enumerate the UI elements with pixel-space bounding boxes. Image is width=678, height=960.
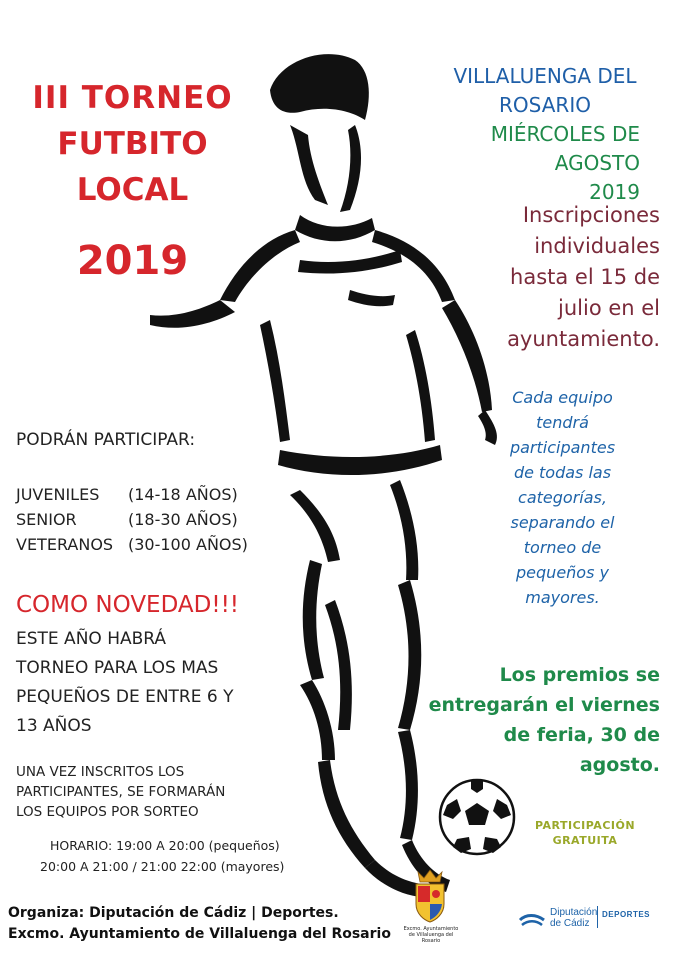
categories-table	[16, 482, 248, 557]
horario-line-1: HORARIO: 19:00 A 20:00 (pequeños)	[50, 838, 280, 853]
gratuita-line-2: GRATUITA	[552, 834, 618, 847]
category-row	[16, 507, 248, 532]
title-line-1: III TORNEO	[32, 80, 233, 116]
novedad-line: 13 AÑOS	[16, 716, 92, 736]
inscripciones-block	[495, 200, 660, 355]
cada-equipo-line: categorías,	[518, 488, 607, 507]
premios-line: agosto.	[579, 754, 660, 776]
soccer-ball-icon	[437, 777, 517, 857]
inscripciones-line: julio en el	[558, 296, 660, 320]
category-range: (30-100 AÑOS)	[128, 535, 248, 554]
place-line-1: VILLALUENGA DEL	[453, 64, 637, 88]
cada-equipo-line: Cada equipo	[512, 388, 613, 407]
category-name: VETERANOS	[16, 535, 114, 554]
novedad-line: ESTE AÑO HABRÁ	[16, 629, 167, 649]
cada-equipo-line: separando el	[510, 513, 615, 532]
category-range: (14-18 AÑOS)	[128, 485, 238, 504]
coat-of-arms-caption: Excmo. Ayuntamiento de Villaluenga del Rosario	[403, 926, 459, 944]
diputacion-line-1: Diputación	[550, 907, 598, 918]
date-year: 2019	[589, 180, 640, 204]
premios-line: entregarán el viernes	[428, 694, 660, 716]
cada-equipo-line: tendrá	[536, 413, 589, 432]
sorteo-line: LOS EQUIPOS POR SORTEO	[16, 804, 199, 820]
novedad-block	[16, 625, 234, 741]
premios-line: Los premios se	[499, 664, 660, 686]
gratuita-block	[520, 818, 650, 848]
title-year: 2019	[76, 238, 189, 284]
cada-equipo-line: mayores.	[525, 588, 600, 607]
diputacion-line-2: de Cádiz	[550, 918, 590, 929]
cada-equipo-line: torneo de	[523, 538, 602, 557]
inscripciones-line: hasta el 15 de	[510, 265, 660, 289]
diputacion-logo-text	[550, 907, 597, 929]
premios-block	[425, 660, 660, 780]
horario-line-2: 20:00 A 21:00 / 21:00 22:00 (mayores)	[40, 859, 285, 874]
date-line: MIÉRCOLES DE AGOSTO	[490, 122, 640, 175]
horario-block	[40, 835, 284, 877]
logo-divider	[597, 906, 598, 928]
category-range: (18-30 AÑOS)	[128, 510, 238, 529]
title-line-3: LOCAL	[76, 172, 189, 208]
category-row	[16, 482, 248, 507]
cada-equipo-block	[490, 385, 635, 610]
diputacion-logo-icon	[518, 908, 546, 928]
cada-equipo-line: de todas las	[513, 463, 612, 482]
place-block	[400, 62, 660, 207]
category-name: JUVENILES	[16, 485, 100, 504]
gratuita-line-1: PARTICIPACIÓN	[534, 819, 636, 832]
novedad-heading: COMO NOVEDAD!!!	[16, 592, 240, 618]
coat-of-arms-icon	[410, 868, 450, 924]
sorteo-line: UNA VEZ INSCRITOS LOS	[16, 764, 185, 780]
category-name: SENIOR	[16, 510, 77, 529]
novedad-line: TORNEO PARA LOS MAS	[16, 658, 219, 678]
novedad-line: PEQUEÑOS DE ENTRE 6 Y	[16, 687, 234, 707]
footer-organiza: Organiza: Diputación de Cádiz | Deportes.	[8, 905, 339, 921]
deportes-label: DEPORTES	[602, 910, 651, 919]
premios-line: de feria, 30 de	[503, 724, 660, 746]
place-line-2: ROSARIO	[499, 93, 591, 117]
cada-equipo-line: participantes	[509, 438, 616, 457]
sorteo-block	[16, 762, 225, 822]
inscripciones-line: ayuntamiento.	[507, 327, 660, 351]
footer-ayuntamiento: Excmo. Ayuntamiento de Villaluenga del Rosario	[8, 926, 391, 942]
inscripciones-line: Inscripciones	[522, 203, 660, 227]
cada-equipo-line: pequeños y	[516, 563, 609, 582]
sorteo-line: PARTICIPANTES, SE FORMARÁN	[16, 784, 226, 800]
inscripciones-line: individuales	[534, 234, 660, 258]
title-line-2: FUTBITO	[57, 126, 208, 162]
participants-heading: PODRÁN PARTICIPAR:	[16, 430, 196, 450]
category-row	[16, 532, 248, 557]
